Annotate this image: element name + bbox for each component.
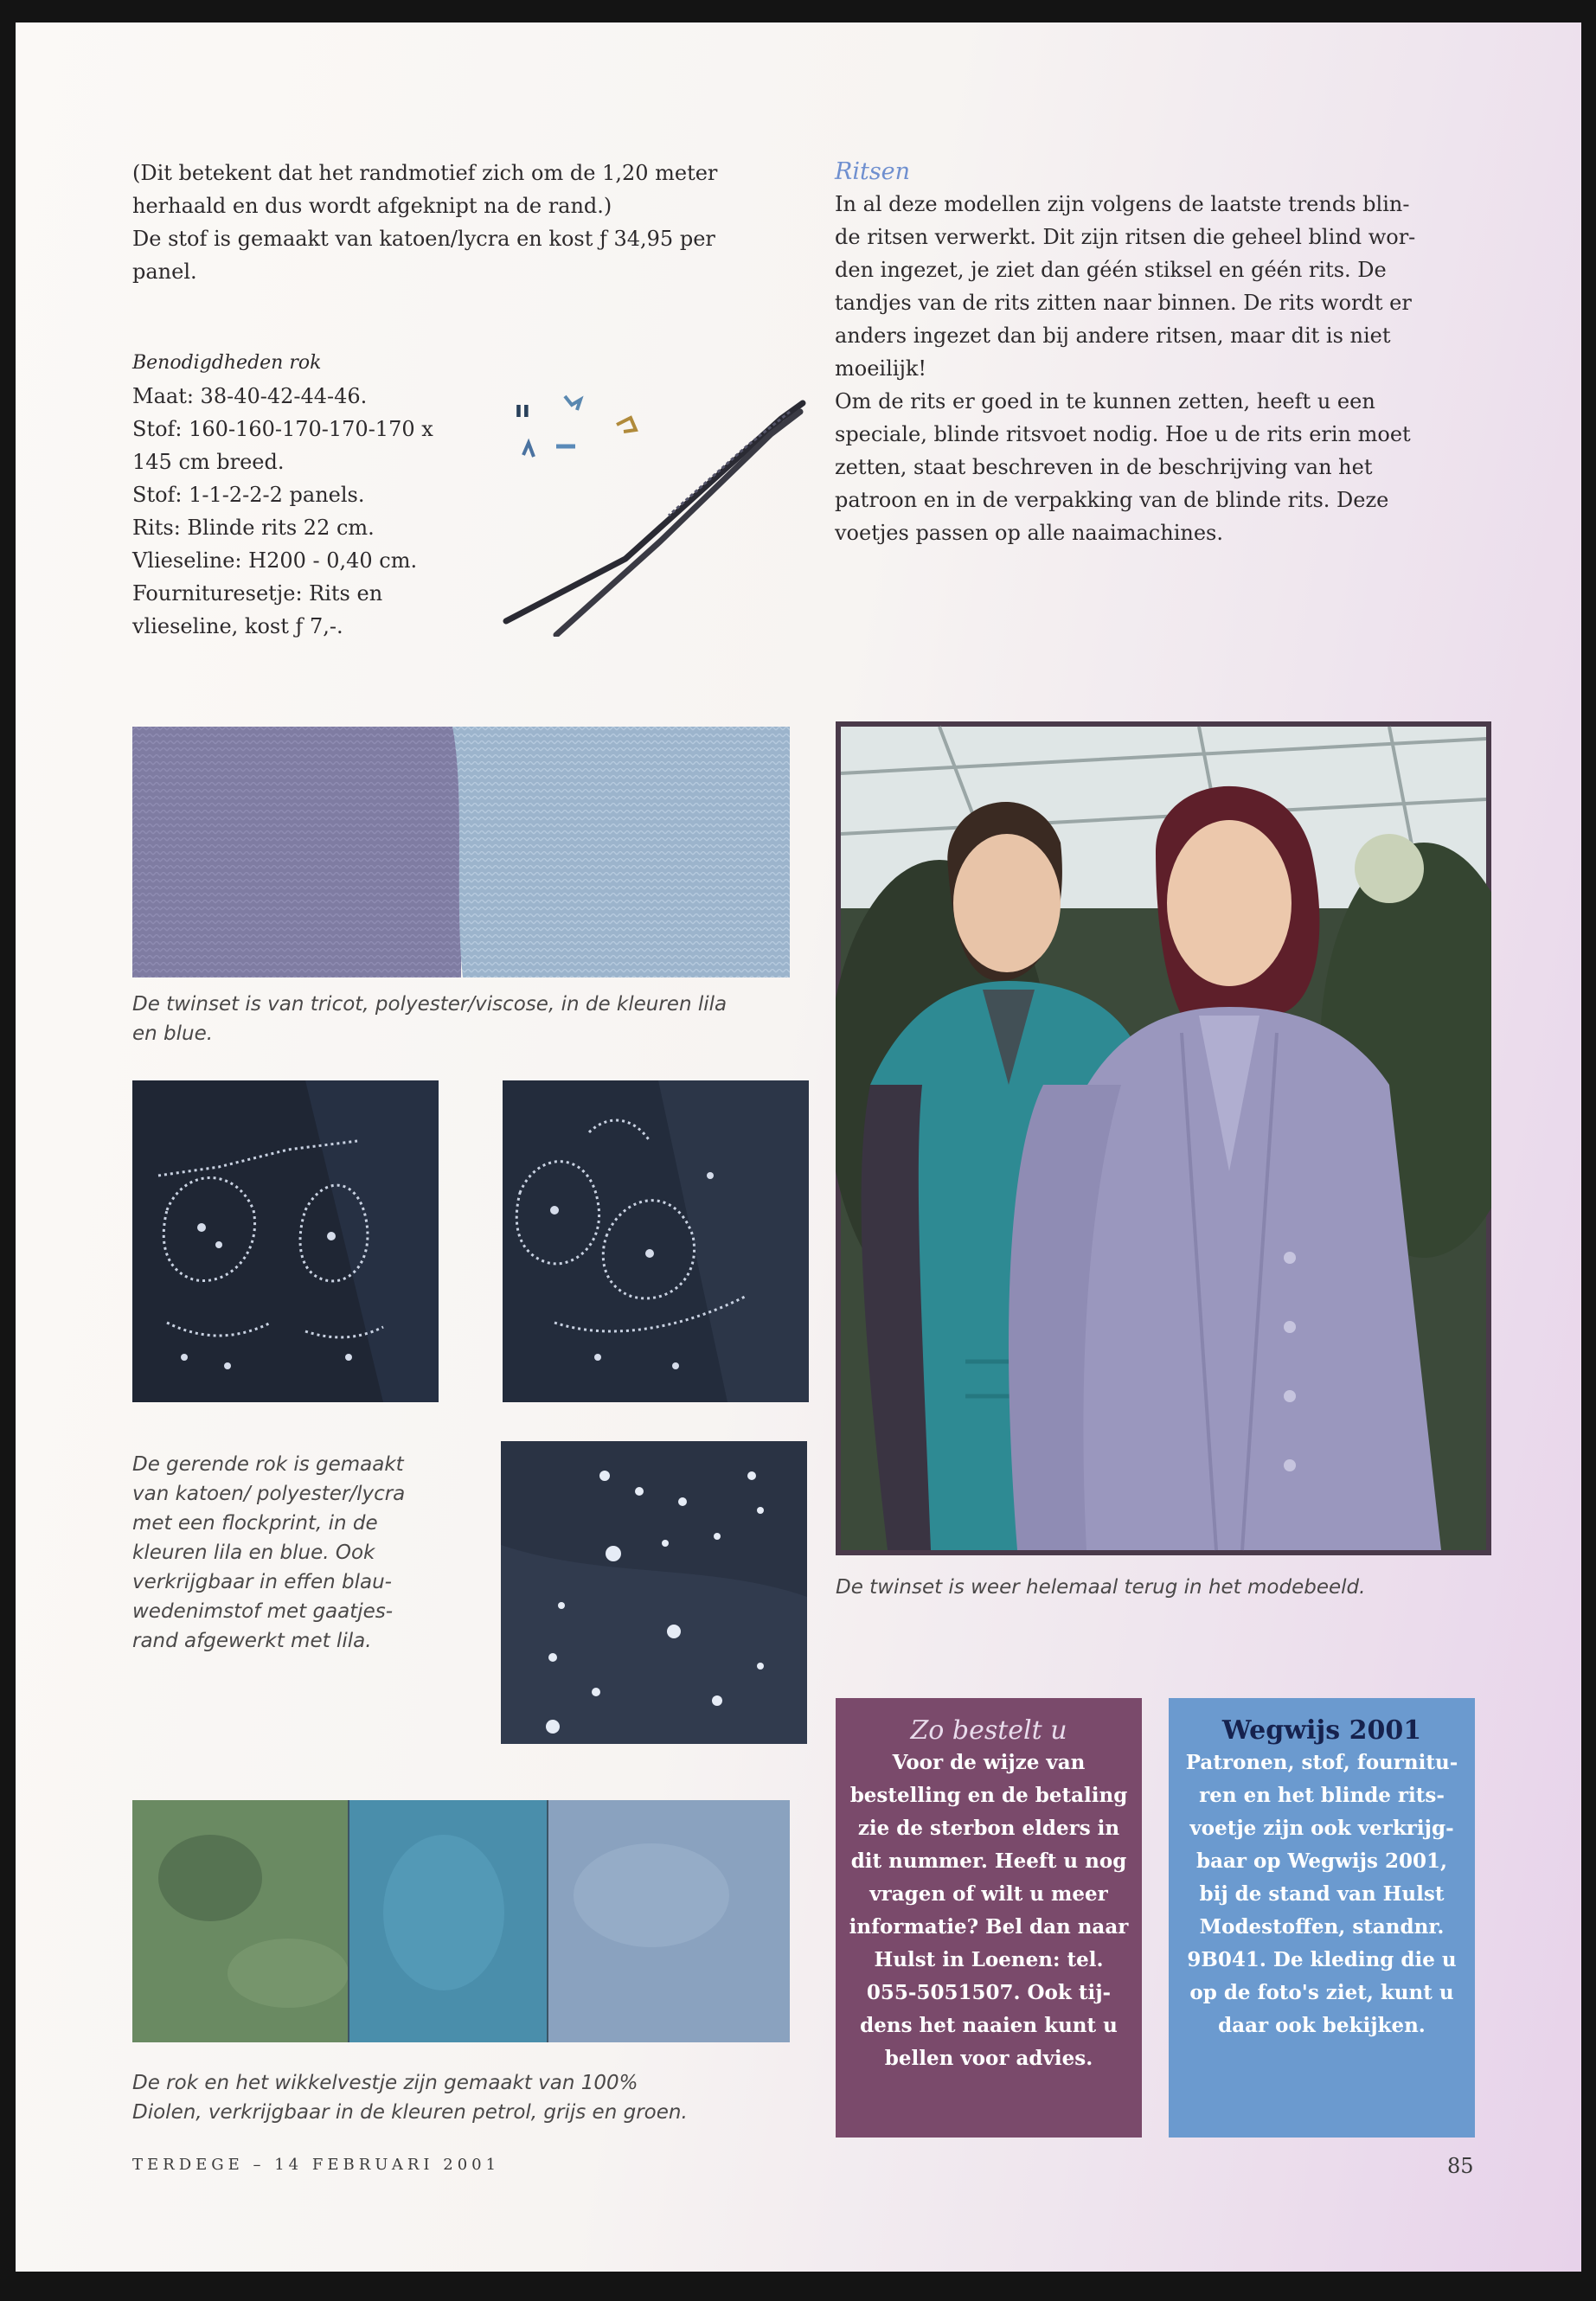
box-line: zie de sterbon elders in [857, 1817, 1120, 1840]
ritsen-line: In al deze modellen zijn volgens de laatste trends blin- [835, 192, 1410, 216]
box-line: 9B041. De kleding die u [1187, 1948, 1457, 1971]
box-line: Hulst in Loenen: tel. [874, 1948, 1104, 1971]
caption-line: met een flockprint, in de [132, 1512, 378, 1535]
ritsen-line: tandjes van de rits zitten naar binnen. De rits wordt er [835, 291, 1412, 315]
zo-bestelt-box [836, 1698, 1142, 2138]
skirt-caption [132, 1450, 470, 1656]
caption-line: rand afgewerkt met lila. [132, 1630, 372, 1652]
models-photo-caption: De twinset is weer helemaal terug in het modebeeld. [836, 1576, 1366, 1599]
page-number: 85 [1447, 2154, 1474, 2178]
box-line: bij de stand van Hulst [1199, 1882, 1445, 1906]
box-line: baar op Wegwijs 2001, [1196, 1849, 1447, 1873]
ritsen-line: Om de rits er goed in te kunnen zetten, heeft u een [835, 389, 1375, 413]
box-line: voetje zijn ook verkrijg- [1189, 1817, 1454, 1840]
requirement-line: 145 cm breed. [132, 450, 285, 474]
ritsen-line: de ritsen verwerkt. Dit zijn ritsen die geheel blind wor- [835, 225, 1416, 249]
box-line: Modestoffen, standnr. [1199, 1915, 1445, 1939]
twinset-fabric-caption [132, 990, 807, 1048]
box-line: ren en het blinde rits- [1199, 1784, 1445, 1807]
box-line: op de foto's ziet, kunt u [1189, 1981, 1454, 2004]
intro-line: herhaald en dus wordt afgeknipt na de rand.) [132, 194, 612, 218]
requirement-line: Rits: Blinde rits 22 cm. [132, 516, 375, 540]
box-line: daar ook bekijken. [1218, 2014, 1426, 2037]
svg-text:ıı: ıı [515, 397, 530, 423]
intro-line: De stof is gemaakt van katoen/lycra en kost ƒ 34,95 per [132, 227, 715, 251]
zipper-illustration [496, 377, 824, 637]
requirement-line: Maat: 38-40-42-44-46. [132, 384, 368, 408]
box-line: dit nummer. Heeft u nog [850, 1849, 1127, 1873]
box-line: 055-5051507. Ook tij- [866, 1981, 1112, 2004]
requirement-line: Fournituresetje: Rits en [132, 581, 383, 606]
twinset-models-photo [836, 721, 1491, 1555]
flockprint-photo-left [132, 1080, 439, 1402]
twinset-fabric-photo [132, 727, 790, 977]
box-line: dens het naaien kunt u [860, 2014, 1118, 2037]
wegwijs-title: Wegwijs 2001 [1221, 1715, 1422, 1746]
requirement-line: Stof: 160-160-170-170-170 x [132, 417, 433, 441]
intro-line: panel. [132, 260, 197, 284]
rok-vest-fabric-photo [132, 1800, 790, 2042]
caption-line: De rok en het wikkelvestje zijn gemaakt van 100% [132, 2072, 638, 2094]
wegwijs-box [1169, 1698, 1475, 2138]
ritsen-section [835, 157, 1492, 549]
publication-footer: TERDEGE – 14 FEBRUARI 2001 [132, 2156, 501, 2174]
box-line: Voor de wijze van [892, 1751, 1086, 1774]
zo-bestelt-title: Zo bestelt u [910, 1715, 1067, 1746]
ritsen-line: voetjes passen op alle naaimachines. [835, 521, 1223, 545]
requirement-line: vlieseline, kost ƒ 7,-. [132, 614, 343, 638]
ritsen-line: zetten, staat beschreven in de beschrijving van het [835, 455, 1373, 479]
caption-line: en blue. [132, 1022, 214, 1045]
magazine-page [16, 22, 1581, 2272]
box-line: Patronen, stof, fournitu- [1185, 1751, 1458, 1774]
ritsen-line: anders ingezet dan bij andere ritsen, maar dit is niet [835, 324, 1391, 348]
caption-line: verkrijgbaar in effen blau- [132, 1571, 392, 1593]
dotted-denim-photo [501, 1441, 807, 1744]
box-line: bellen voor advies. [884, 2047, 1093, 2070]
intro-line: (Dit betekent dat het randmotief zich om de 1,20 meter [132, 161, 718, 185]
flockprint-photo-right [503, 1080, 809, 1402]
requirements-list [132, 347, 504, 643]
caption-line: van katoen/ polyester/lycra [132, 1483, 406, 1505]
ritsen-line: speciale, blinde ritsvoet nodig. Hoe u de rits erin moet [835, 422, 1411, 446]
box-line: informatie? Bel dan naar [849, 1915, 1129, 1939]
box-line: bestelling en de betaling [849, 1784, 1128, 1807]
caption-line: De gerende rok is gemaakt [132, 1453, 404, 1476]
caption-line: De twinset is van tricot, polyester/viscose, in de kleuren lila [132, 993, 727, 1016]
requirement-line: Vlieseline: H200 - 0,40 cm. [132, 548, 418, 573]
caption-line: wedenimstof met gaatjes- [132, 1600, 394, 1623]
caption-line: Diolen, verkrijgbaar in de kleuren petrol, grijs en groen. [132, 2101, 688, 2124]
ritsen-line: moeilijk! [835, 356, 927, 381]
rok-vest-caption [132, 2068, 807, 2127]
ritsen-line: patroon en in de verpakking van de blinde rits. Deze [835, 488, 1389, 512]
ritsen-heading: Ritsen [835, 158, 911, 185]
caption-line: kleuren lila en blue. Ook [132, 1541, 375, 1564]
ritsen-line: den ingezet, je ziet dan géén stiksel en géén rits. De [835, 258, 1387, 282]
intro-paragraph [132, 157, 807, 288]
box-line: vragen of wilt u meer [869, 1882, 1108, 1906]
requirement-line: Stof: 1-1-2-2-2 panels. [132, 483, 365, 507]
requirements-title: Benodigdheden rok [132, 352, 322, 374]
